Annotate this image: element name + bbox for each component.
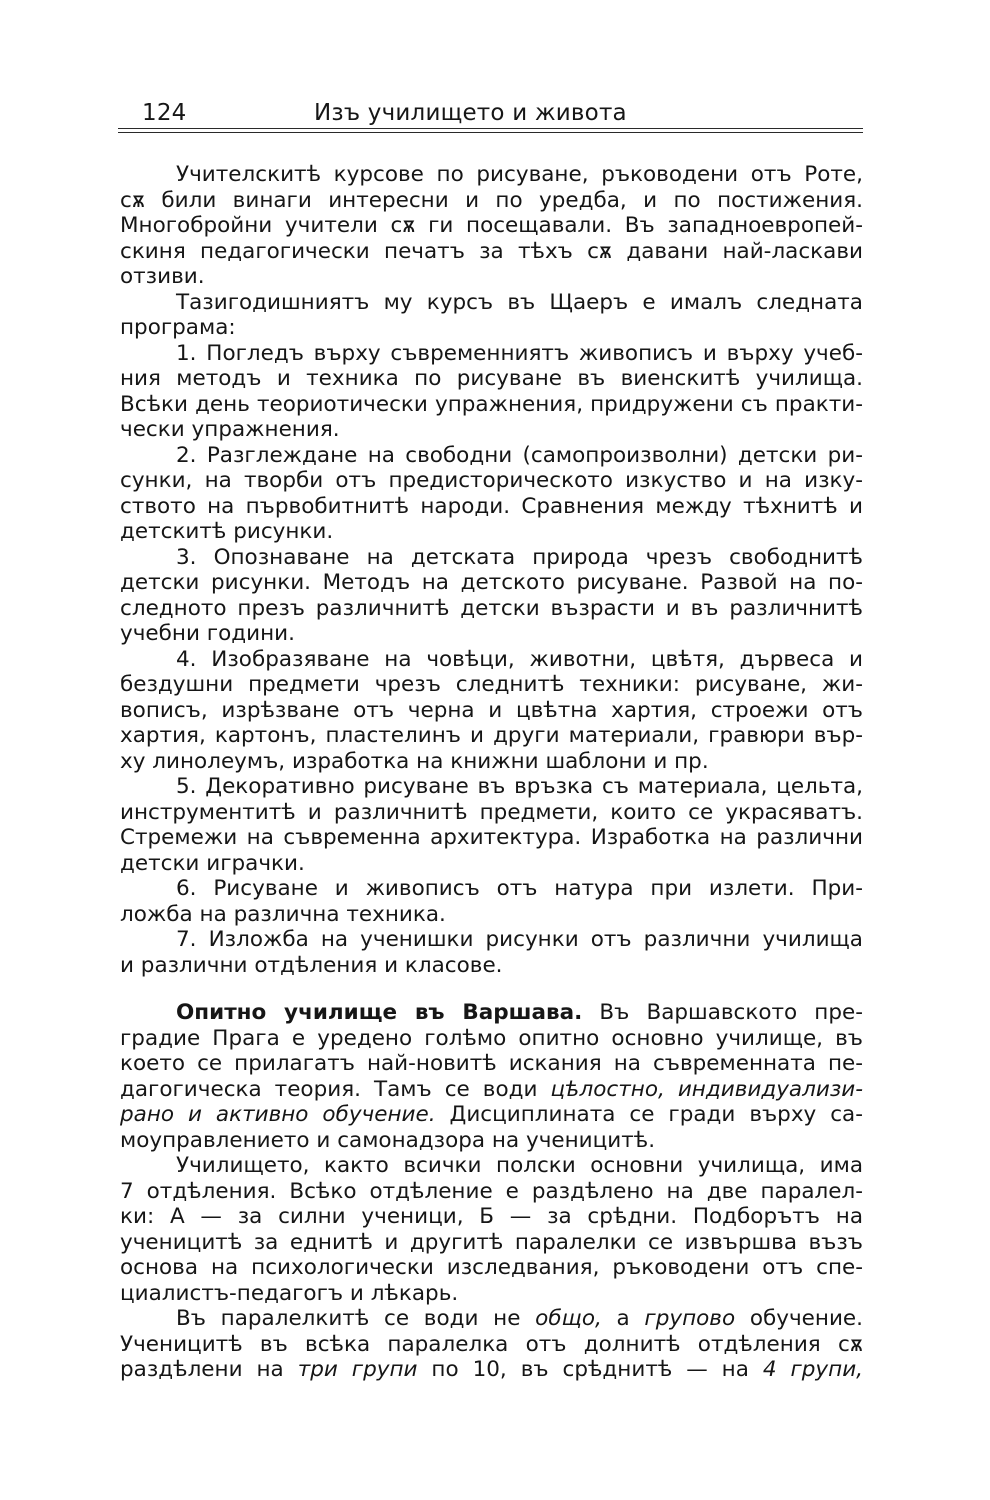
text-line: 2. Разглеждане на свободни (самопроизволни) детски ри- bbox=[176, 442, 863, 468]
text-line: Училището, както всички полски основни училища, има bbox=[176, 1153, 863, 1178]
italic-fragment: групово bbox=[644, 1306, 736, 1331]
text-line: 1. Погледъ върху съвременниятъ живописъ и върху учеб- bbox=[176, 340, 863, 366]
list-item-6 bbox=[120, 876, 863, 927]
text-line: Стремежи на съвременна архитектура. Изработка на различни bbox=[120, 825, 863, 850]
text-line: моуправлението и самонадзора на ученицитѣ. bbox=[120, 1127, 656, 1153]
text-line: Многобройни учители сѫ ги посещавали. Въ западноевропей- bbox=[120, 213, 863, 238]
italic-fragment: рано и активно обучение. bbox=[120, 1102, 436, 1127]
text-line: и различни отдѣления и класове. bbox=[120, 952, 503, 978]
text-line: ученицитѣ за еднитѣ и другитѣ паралелки се извършва възъ bbox=[120, 1229, 863, 1255]
list-item-7 bbox=[120, 927, 863, 978]
text-fragment: по 10, въ срѣднитѣ — на bbox=[417, 1357, 763, 1382]
text-line: бездушни предмети чрезъ следнитѣ техники: рисуване, жи- bbox=[120, 672, 863, 697]
text-fragment: а bbox=[601, 1306, 645, 1331]
list-item-3 bbox=[120, 545, 863, 647]
header-rule-double bbox=[118, 132, 863, 133]
list-item-1 bbox=[120, 341, 863, 443]
text-line: детски рисунки. Методъ на детското рисуване. Развой на по- bbox=[120, 570, 863, 595]
text-line: сунки, на творби отъ предисторическото изкуство и на изку- bbox=[120, 468, 863, 493]
header-rule bbox=[118, 128, 863, 129]
list-item-4 bbox=[120, 647, 863, 775]
text-fragment: Дисциплината се гради върху са- bbox=[435, 1102, 863, 1127]
text-line: програма: bbox=[120, 315, 236, 340]
text-line: което се прилагатъ най-новитѣ искания на съвременната пе- bbox=[120, 1051, 863, 1076]
text-line: ложба на различна техника. bbox=[120, 901, 446, 927]
running-header bbox=[118, 96, 863, 132]
text-line: сѫ били винаги интересни и по уредба, и по постижения. bbox=[120, 187, 863, 213]
text-line: чески упражнения. bbox=[120, 417, 340, 442]
list-item-2 bbox=[120, 443, 863, 545]
italic-fragment: цѣлостно, индивидуализи- bbox=[550, 1076, 863, 1102]
text-fragment: Въ паралелкитѣ се води не bbox=[176, 1306, 536, 1331]
text-line: ху линолеумъ, изработка на книжни шаблони и пр. bbox=[120, 748, 709, 774]
paragraph-intro bbox=[120, 162, 863, 290]
text-line bbox=[120, 1077, 863, 1103]
text-line: Тазигодишниятъ му курсъ въ Щаеръ е ималъ следната bbox=[176, 289, 863, 315]
section-paragraph-2 bbox=[120, 1153, 863, 1306]
italic-fragment: три групи bbox=[297, 1357, 418, 1382]
text-line: отзиви. bbox=[120, 264, 205, 289]
text-line: Всѣки день теориотически упражнения, придружени съ практи- bbox=[120, 391, 863, 417]
text-line: 4. Изобразяване на човѣци, животни, цвѣтя, дървеса и bbox=[176, 646, 863, 672]
text-line: ки: А — за силни ученици, Б — за срѣдни. Подборътъ на bbox=[120, 1204, 863, 1229]
text-line: 6. Рисуване и живописъ отъ натура при излети. При- bbox=[176, 876, 863, 901]
text-line: детскитѣ рисунки. bbox=[120, 519, 334, 544]
text-line: основа на психологически изследвания, ръководени отъ спе- bbox=[120, 1255, 863, 1280]
text-line: Учителскитѣ курсове по рисуване, ръководени отъ Роте, bbox=[176, 162, 863, 187]
text-fragment: Въ Варшавското пре- bbox=[599, 1000, 863, 1025]
section-paragraph-1 bbox=[120, 1000, 863, 1153]
text-line bbox=[120, 1102, 863, 1128]
text-line: 7 отдѣления. Всѣко отдѣление е раздѣлено на две паралел- bbox=[120, 1178, 863, 1204]
text-line: ния методъ и техника по рисуване въ виенскитѣ училища. bbox=[120, 366, 863, 391]
text-line: хартия, картонъ, пластелинъ и други материали, гравюри вър- bbox=[120, 723, 863, 748]
section-paragraph-3 bbox=[120, 1306, 863, 1383]
text-line: скиня педагогически печатъ за тѣхъ сѫ давани най-ласкави bbox=[120, 238, 863, 264]
text-line: инструментитѣ и различнитѣ предмети, които се украсяватъ. bbox=[120, 799, 863, 825]
text-line: 7. Изложба на ученишки рисунки отъ различни училища bbox=[176, 927, 863, 952]
text-line: циалистъ-педагогъ и лѣкарь. bbox=[120, 1280, 459, 1306]
text-line: ството на първобитнитѣ народи. Сравнения между тѣхнитѣ и bbox=[120, 493, 863, 519]
text-line: следното презъ различнитѣ детски възрасти и въ различнитѣ bbox=[120, 595, 863, 621]
text-line: детски играчки. bbox=[120, 850, 305, 876]
text-line bbox=[120, 1357, 863, 1383]
section-heading: Опитно училище въ Варшава. bbox=[176, 1000, 583, 1025]
text-fragment: обучение. bbox=[735, 1306, 863, 1331]
running-title: Изъ училището и живота bbox=[314, 100, 627, 126]
text-fragment: раздѣлени на bbox=[120, 1357, 298, 1382]
paragraph-program bbox=[120, 290, 863, 341]
text-fragment: дагогическа теория. Тамъ се води bbox=[120, 1076, 551, 1102]
text-line: вописъ, изрѣзване отъ черна и цвѣтна хартия, строежи отъ bbox=[120, 697, 863, 723]
text-line: Ученицитѣ въ всѣка паралелка отъ долнитѣ отдѣления сѫ bbox=[120, 1331, 863, 1357]
page-body bbox=[120, 162, 863, 1383]
text-line: градие Прага е уредено голѣмо опитно основно училище, въ bbox=[120, 1025, 863, 1051]
italic-fragment: общо, bbox=[535, 1306, 602, 1331]
page-number: 124 bbox=[142, 100, 187, 126]
list-item-5 bbox=[120, 774, 863, 876]
text-line bbox=[120, 1000, 863, 1026]
text-line: учебни години. bbox=[120, 621, 295, 646]
text-line: 5. Декоративно рисуване въ връзка съ материала, цельта, bbox=[176, 774, 863, 799]
text-line bbox=[120, 1306, 863, 1332]
text-line: 3. Опознаване на детската природа чрезъ свободнитѣ bbox=[176, 544, 863, 570]
section-gap bbox=[120, 978, 863, 1000]
italic-fragment: 4 групи, bbox=[762, 1357, 864, 1382]
